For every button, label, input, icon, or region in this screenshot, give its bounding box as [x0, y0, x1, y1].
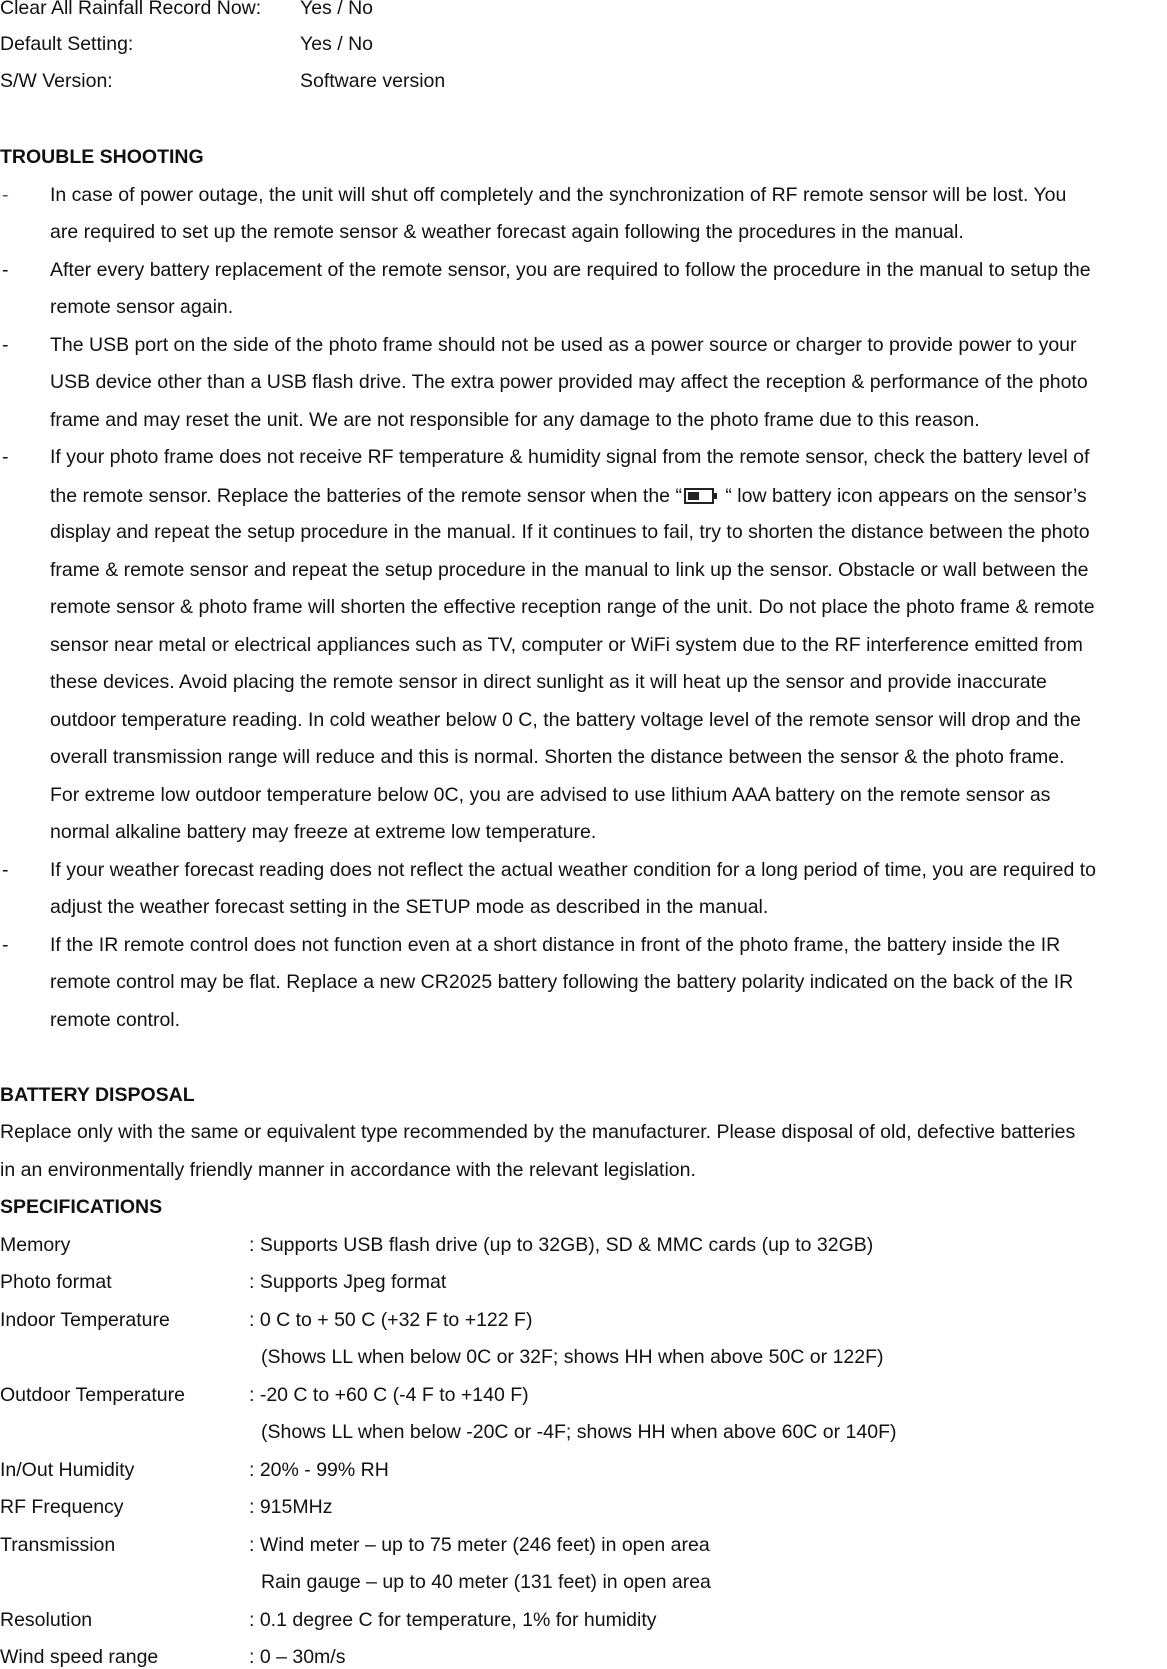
trouble-line: normal alkaline battery may freeze at extreme low temperature.	[50, 821, 597, 843]
battery-heading: BATTERY DISPOSAL	[0, 1084, 195, 1106]
trouble-line: If the IR remote control does not function even at a short distance in front of the photo frame, the battery inside the IR	[50, 934, 1061, 956]
bullet: -	[2, 334, 9, 356]
trouble-line: For extreme low outdoor temperature below 0C, you are advised to use lithium AAA battery on the remote sensor as	[50, 784, 1051, 806]
trouble-line-with-icon	[50, 484, 1087, 508]
trouble-line: frame and may reset the unit. We are not responsible for any damage to the photo frame due to this reason.	[50, 409, 980, 431]
spec-label: Photo format	[0, 1271, 112, 1293]
spec-label: In/Out Humidity	[0, 1459, 135, 1481]
spec-label: Wind speed range	[0, 1646, 159, 1668]
trouble-line: are required to set up the remote sensor & weather forecast again following the procedures in the manual.	[50, 221, 964, 243]
spec-value: : 0.1 degree C for temperature, 1% for humidity	[249, 1609, 657, 1631]
bullet: -	[2, 259, 9, 281]
spec-value: : Supports Jpeg format	[249, 1271, 447, 1293]
setting-value: Software version	[300, 70, 446, 92]
trouble-line-part: “ low battery icon appears on the sensor’s	[719, 485, 1087, 507]
setting-label: Clear All Rainfall Record Now:	[0, 0, 262, 19]
spec-value: : Supports USB flash drive (up to 32GB), SD & MMC cards (up to 32GB)	[249, 1234, 874, 1256]
spec-value-continued: (Shows LL when below 0C or 32F; shows HH when above 50C or 122F)	[261, 1346, 884, 1368]
spec-value: : 915MHz	[249, 1496, 333, 1518]
spec-value: : 0 – 30m/s	[249, 1646, 346, 1668]
bullet: -	[2, 859, 9, 881]
bullet: -	[2, 934, 9, 956]
trouble-line-part: the remote sensor. Replace the batteries of the remote sensor when the “	[50, 485, 682, 507]
trouble-line: remote sensor again.	[50, 296, 234, 318]
setting-value: Yes / No	[300, 33, 373, 55]
trouble-line: overall transmission range will reduce and this is normal. Shorten the distance between the sensor & the photo frame.	[50, 746, 1065, 768]
spec-value: : Wind meter – up to 75 meter (246 feet) in open area	[249, 1534, 710, 1556]
bullet: -	[2, 446, 9, 468]
spec-label: Transmission	[0, 1534, 116, 1556]
spec-label: Memory	[0, 1234, 71, 1256]
trouble-line: The USB port on the side of the photo frame should not be used as a power source or charger to provide power to your	[50, 334, 1077, 356]
battery-line: in an environmentally friendly manner in accordance with the relevant legislation.	[0, 1159, 696, 1181]
trouble-line: remote control may be flat. Replace a new CR2025 battery following the battery polarity indicated on the back of the IR	[50, 971, 1074, 993]
spec-value-continued: (Shows LL when below -20C or -4F; shows HH when above 60C or 140F)	[261, 1421, 897, 1443]
spec-value-continued: Rain gauge – up to 40 meter (131 feet) in open area	[261, 1571, 711, 1593]
spec-label: Resolution	[0, 1609, 93, 1631]
spec-label: RF Frequency	[0, 1496, 124, 1518]
setting-value: Yes / No	[300, 0, 373, 19]
trouble-line: display and repeat the setup procedure in the manual. If it continues to fail, try to shorten the distance between the photo	[50, 521, 1090, 543]
spec-value: : 20% - 99% RH	[249, 1459, 389, 1481]
trouble-heading: TROUBLE SHOOTING	[0, 146, 204, 168]
trouble-line: If your photo frame does not receive RF temperature & humidity signal from the remote sensor, check the battery level of	[50, 446, 1090, 468]
trouble-line: frame & remote sensor and repeat the setup procedure in the manual to link up the sensor. Obstacle or wall between the	[50, 559, 1089, 581]
trouble-line: If your weather forecast reading does not reflect the actual weather condition for a long period of time, you are required to	[50, 859, 1097, 881]
setting-label: S/W Version:	[0, 70, 113, 92]
trouble-line: sensor near metal or electrical appliances such as TV, computer or WiFi system due to the RF interference emitted from	[50, 634, 1083, 656]
bullet: -	[2, 184, 9, 206]
trouble-line: adjust the weather forecast setting in the SETUP mode as described in the manual.	[50, 896, 769, 918]
spec-value: : 0 C to + 50 C (+32 F to +122 F)	[249, 1309, 533, 1331]
trouble-line: In case of power outage, the unit will shut off completely and the synchronization of RF remote sensor will be lost. You	[50, 184, 1067, 206]
spec-label: Indoor Temperature	[0, 1309, 170, 1331]
specs-heading: SPECIFICATIONS	[0, 1196, 163, 1218]
low-battery-icon	[684, 487, 718, 505]
spec-label: Outdoor Temperature	[0, 1384, 185, 1406]
trouble-line: USB device other than a USB flash drive. The extra power provided may affect the reception & performance of the photo	[50, 371, 1088, 393]
setting-label: Default Setting:	[0, 33, 134, 55]
spec-value: : -20 C to +60 C (-4 F to +140 F)	[249, 1384, 529, 1406]
trouble-line: remote sensor & photo frame will shorten the effective reception range of the unit. Do not place the photo frame & remote	[50, 596, 1095, 618]
trouble-line: outdoor temperature reading. In cold weather below 0 C, the battery voltage level of the remote sensor will drop and the	[50, 709, 1081, 731]
trouble-line: After every battery replacement of the remote sensor, you are required to follow the procedure in the manual to setup the	[50, 259, 1091, 281]
trouble-line: these devices. Avoid placing the remote sensor in direct sunlight as it will heat up the sensor and provide inaccurate	[50, 671, 1047, 693]
battery-line: Replace only with the same or equivalent type recommended by the manufacturer. Please disposal of old, defective batteries	[0, 1121, 1076, 1143]
trouble-line: remote control.	[50, 1009, 181, 1031]
